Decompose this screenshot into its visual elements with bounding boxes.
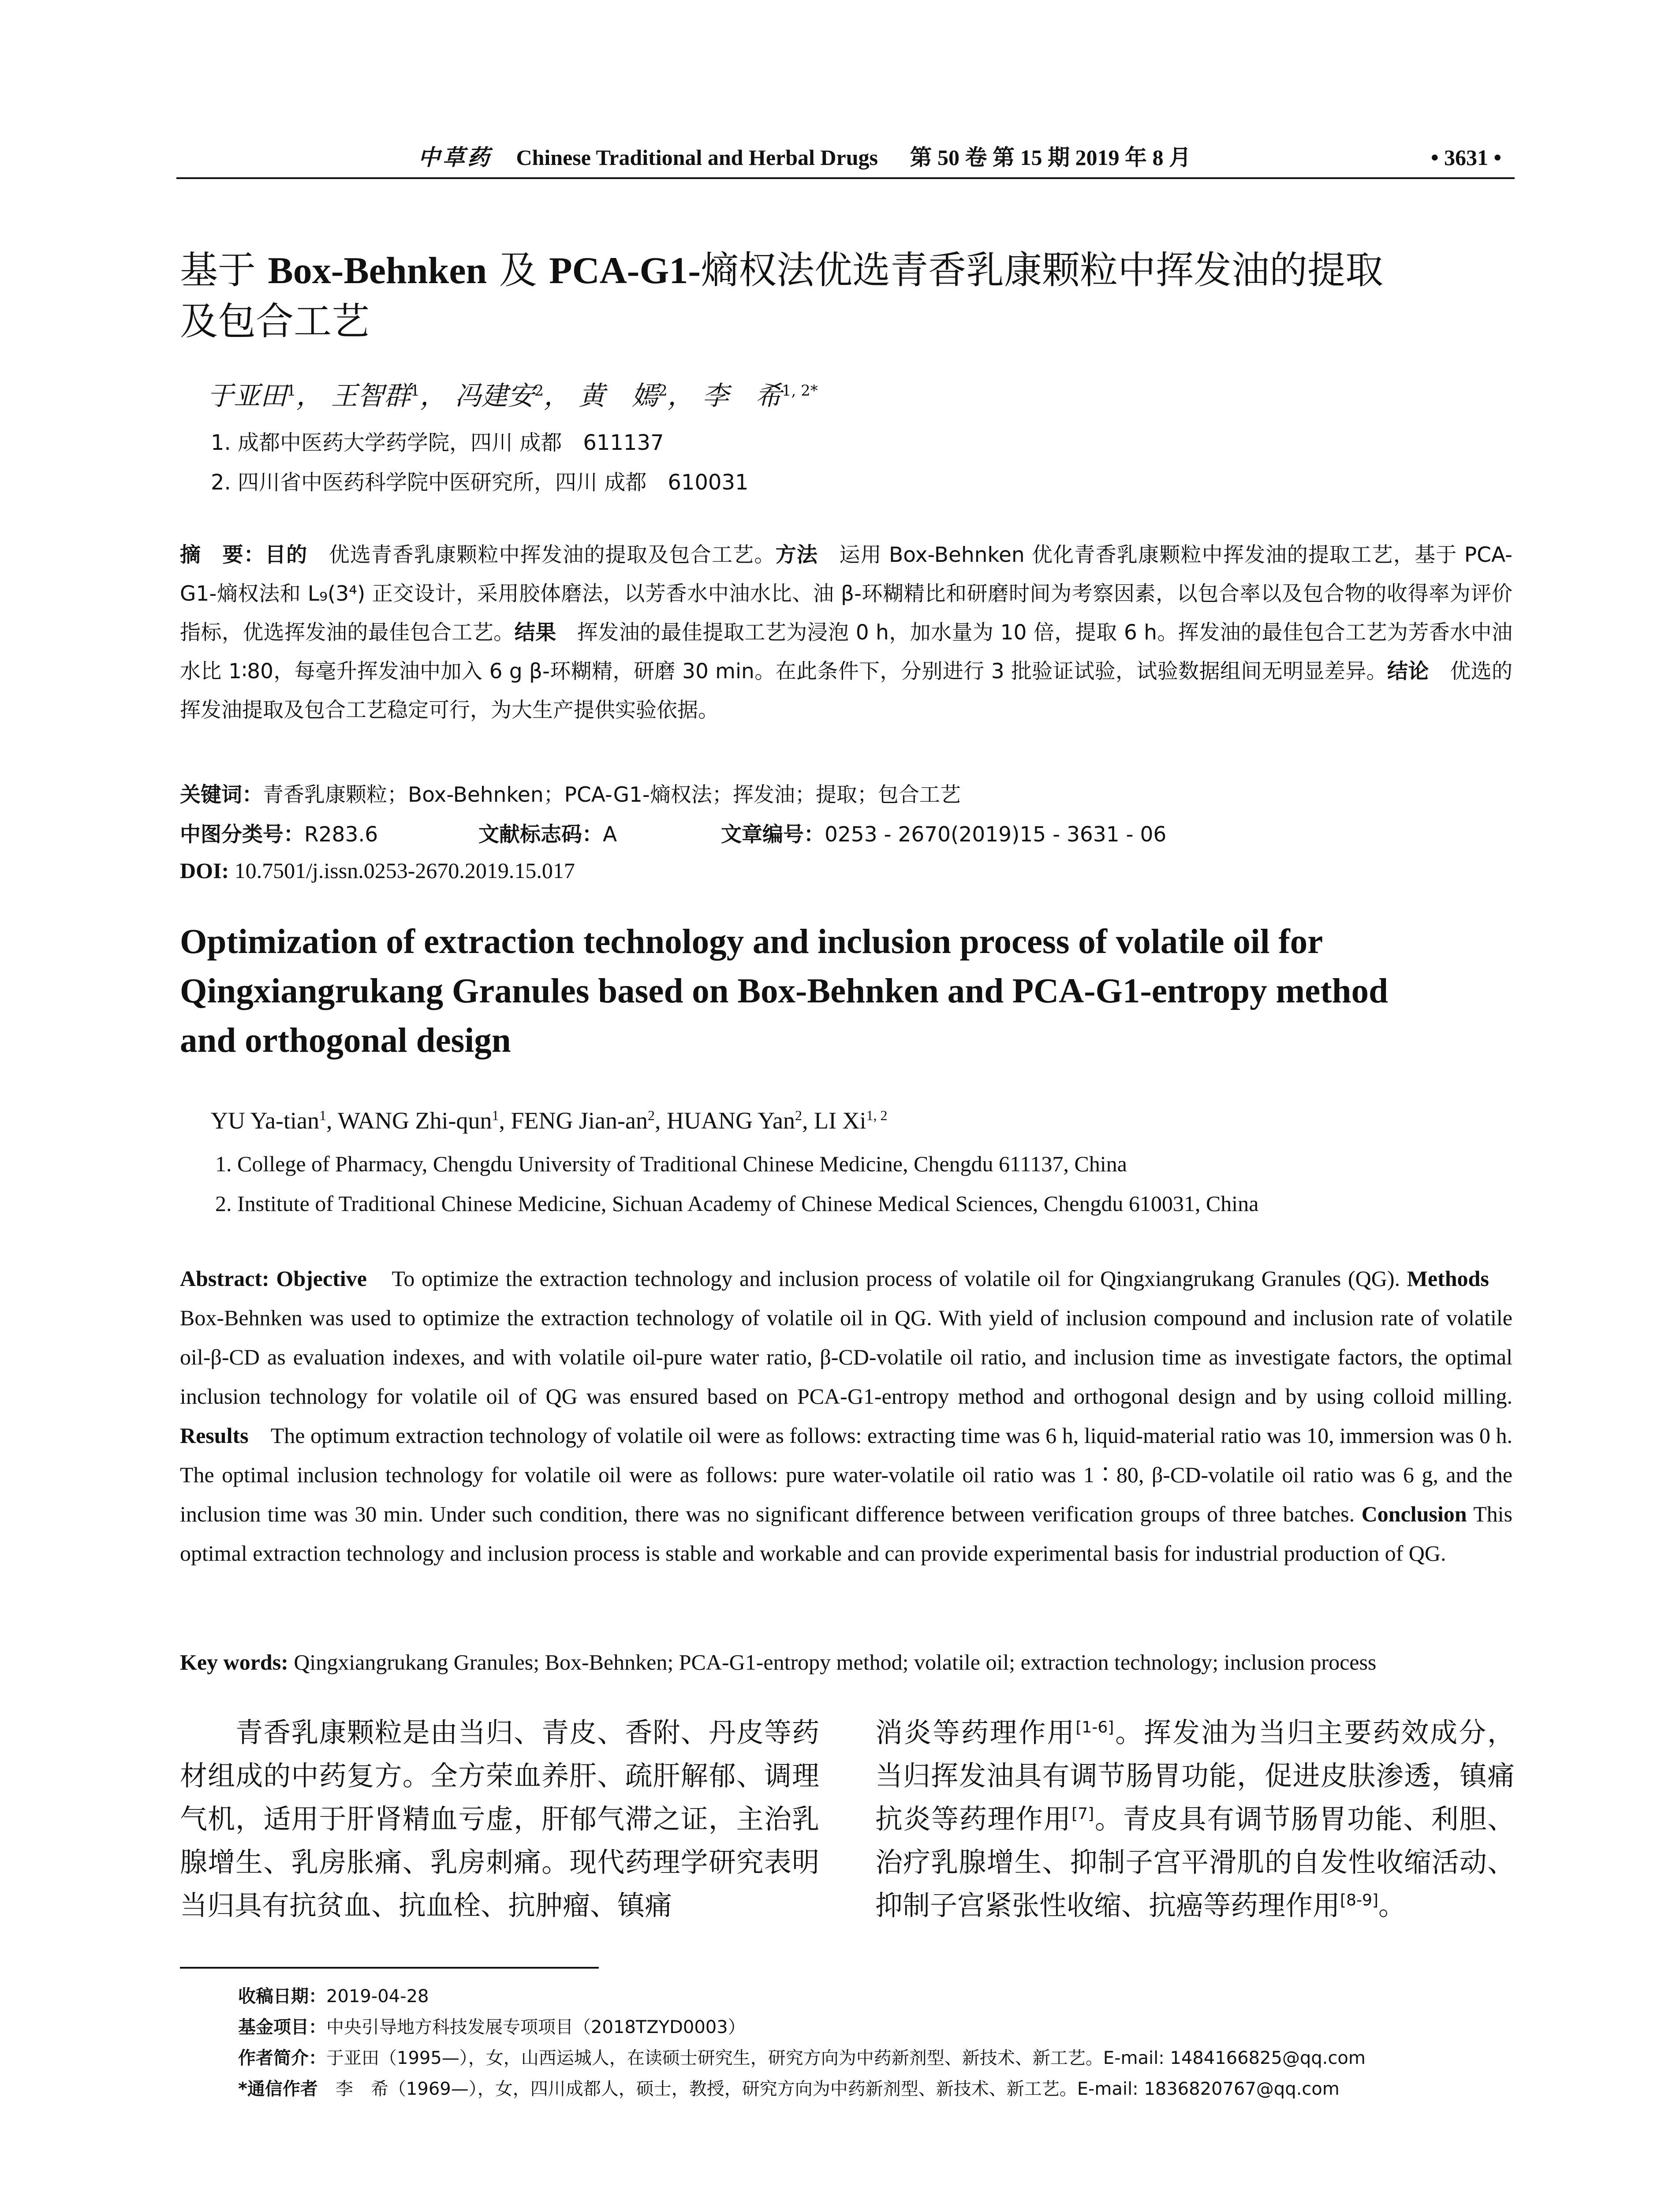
en-abstract xyxy=(180,1259,1512,1573)
cn-title-mid: 及 xyxy=(487,248,549,292)
en-results: The optimum extraction technology of volatile oil were as follows: extracting time was 6 h, liquid-material ratio was 10, immersion was 0 h. The optimal inclusion technology for volatile oil were as follows: pure water-volatile oil ratio was 1∶80, β-CD-volatile oil ratio was 6 g, and the inclusion time was 30 min. Under such condition, there was no significant difference between verification groups of three batches. xyxy=(180,1423,1512,1526)
author-bio: 于亚田（1995—），女，山西运城人，在读硕士研究生，研究方向为中药新剂型、新技术、新工艺。E-mail: 1484166825@qq.com xyxy=(326,2048,1366,2068)
corresponding-bio: 李 希（1969—），女，四川成都人，硕士，教授，研究方向为中药新剂型、新技术、新工艺。E-mail: 1836820767@qq.com xyxy=(317,2079,1340,2099)
cn-author-name: 于亚田 xyxy=(207,381,287,411)
cn-author-name: 王智群 xyxy=(331,381,411,411)
cn-objective: 优选青香乳康颗粒中挥发油的提取及包合工艺。 xyxy=(307,543,776,567)
body-text: 。青皮具有调节肠胃功能、利胆、治疗乳腺增生、抑制子宫平滑肌的自发性收缩活动、抑制子宫紧张性收缩、抗癌等药理作用 xyxy=(875,1803,1515,1921)
en-affiliation-2: 2. Institute of Traditional Chinese Medicine, Sichuan Academy of Chinese Medical Sciences, Chengdu 610031, China xyxy=(215,1191,1259,1216)
article-value: 0253 - 2670(2019)15 - 3631 - 06 xyxy=(825,822,1167,847)
en-title-line: and orthogonal design xyxy=(180,1021,511,1060)
cn-abstract xyxy=(180,536,1512,730)
cn-affiliation-1: 1. 成都中医药大学药学院，四川 成都 611137 xyxy=(211,430,664,455)
cn-title-term2: PCA-G1- xyxy=(549,249,701,292)
body-column-left: 青香乳康颗粒是由当归、青皮、香附、丹皮等药材组成的中药复方。全方荣血养肝、疏肝解郁、调理气机，适用于肝肾精血亏虚，肝郁气滞之证，主治乳腺增生、乳房胀痛、乳房刺痛。现代药理学研究表明当归具有抗贫血、抗血栓、抗肿瘤、镇痛 xyxy=(180,1716,819,1921)
running-header xyxy=(176,138,1515,179)
cn-conclusion-label: 结论 xyxy=(1387,659,1429,684)
en-author-name: LI Xi xyxy=(814,1107,866,1134)
en-keywords-text: Qingxiangrukang Granules; Box-Behnken; PCA-G1-entropy method; volatile oil; extraction technology; inclusion process xyxy=(288,1650,1377,1674)
cn-author xyxy=(207,381,296,411)
journal-logo: 中草药 xyxy=(418,144,492,170)
cn-keywords-label: 关键词： xyxy=(180,783,263,807)
doi-line xyxy=(180,858,575,883)
en-author-sup: 1 xyxy=(319,1107,327,1123)
cn-author xyxy=(455,381,544,411)
en-author xyxy=(338,1107,499,1134)
en-title-line: Optimization of extraction technology and inclusion process of volatile oil for xyxy=(180,923,1323,961)
corresponding-label: *通信作者 xyxy=(238,2079,318,2099)
en-author-name: WANG Zhi-qun xyxy=(338,1107,492,1134)
doc-value: A xyxy=(603,822,617,847)
journal-line xyxy=(418,138,1191,177)
en-author-sup: 1 xyxy=(492,1107,499,1123)
cn-author-list: 于亚田$^1$， 王智群$^1$， 冯建安$^2$， 黄 嫣$^2$， 李 希$^{1, 2*}$ xyxy=(207,381,818,411)
en-author-name: YU Ya-tian xyxy=(211,1107,320,1134)
cn-doc-code xyxy=(478,818,617,848)
clc-value: R283.6 xyxy=(304,822,378,847)
en-author xyxy=(667,1107,802,1134)
en-abstract-label: Abstract: xyxy=(180,1266,269,1291)
footnote-divider xyxy=(180,1967,599,1969)
cn-author xyxy=(579,381,668,411)
doi-label: DOI: xyxy=(180,858,229,883)
cn-author xyxy=(702,381,818,411)
footnote-fund xyxy=(238,2013,746,2038)
cn-author-sup: 1, 2* xyxy=(781,382,818,400)
page-number: • 3631 • xyxy=(1430,145,1501,170)
cn-title-prefix: 基于 xyxy=(180,248,268,292)
en-author-sup: 1, 2 xyxy=(866,1107,888,1123)
en-title-line: Qingxiangrukang Granules based on Box-Behnken and PCA-G1-entropy method xyxy=(180,972,1388,1010)
en-author-list: YU Ya-tian$^1$, WANG Zhi-qun$^1$, FENG Jian-$an^2$, HUANG Yan$^2$, LI Xi$^{1, 2}$ xyxy=(211,1107,888,1134)
cn-title-term1: Box-Behnken xyxy=(268,249,487,292)
en-methods: Box-Behnken was used to optimize the extraction technology of volatile oil in QG. With yield of inclusion compound and inclusion rate of volatile oil-β-CD as evaluation indexes, and with volatile oil-pure water ratio, β-CD-volatile oil ratio, and inclusion time as investigate factors, the optimal inclusion technology for volatile oil of QG was ensured based on PCA-G1-entropy method and orthogonal design and by using colloid milling. xyxy=(180,1266,1513,1409)
body-text: 。挥发油为当归主要药效成分，当归挥发油具有调节肠胃功能，促进皮肤渗透，镇痛抗炎等药理作用 xyxy=(875,1716,1515,1835)
en-author xyxy=(511,1107,655,1134)
footnote-received xyxy=(238,1982,429,2007)
en-results-label: Results xyxy=(180,1423,249,1448)
cn-abstract-label: 摘 要： xyxy=(180,543,265,567)
cn-author-sup: 2 xyxy=(658,382,668,400)
cn-title-rest: 熵权法优选青香乳康颗粒中挥发油的提取 xyxy=(700,248,1383,292)
footnote-corresponding xyxy=(238,2075,1340,2100)
cn-author-name: 李 希 xyxy=(702,381,782,411)
cn-objective-label: 目的 xyxy=(265,543,308,567)
body-text: 。 xyxy=(1378,1889,1406,1921)
en-author-sup: 2 xyxy=(795,1107,802,1123)
cn-author-name: 黄 嫣 xyxy=(579,381,658,411)
cn-author-sup: 1 xyxy=(410,382,420,400)
en-objective-label: Objective xyxy=(269,1266,367,1291)
en-author xyxy=(814,1107,887,1134)
citation-ref[interactable]: [7] xyxy=(1071,1805,1094,1823)
clc-label: 中图分类号： xyxy=(180,822,304,847)
cn-methods: 运用 Box-Behnken 优化青香乳康颗粒中挥发油的提取工艺，基于 PCA-G1-熵权法和 L₉(3⁴) 正交设计，采用胶体磨法，以芳香水中油水比、油 β-环糊精比和研磨时间为考察因素，以包合率以及包合物的收得率为评价指标，优选挥发油的最佳包合工艺。 xyxy=(180,543,1513,645)
cn-classification xyxy=(180,818,378,848)
citation-ref[interactable]: [1-6] xyxy=(1075,1718,1114,1737)
en-author-name: HUANG Yan xyxy=(666,1107,795,1134)
cn-methods-label: 方法 xyxy=(775,543,818,567)
en-author-name: FENG Jian-an xyxy=(511,1107,648,1134)
citation-ref[interactable]: [8-9] xyxy=(1340,1891,1378,1910)
footnote-author xyxy=(238,2044,1366,2069)
en-title xyxy=(180,917,1520,1065)
en-objective: To optimize the extraction technology and inclusion process of volatile oil for Qingxiangrukang Granules (QG). xyxy=(366,1266,1400,1291)
received-date: 2019-04-28 xyxy=(326,1986,429,2007)
fund-label: 基金项目： xyxy=(238,2017,326,2037)
en-methods-label: Methods xyxy=(1400,1266,1489,1291)
cn-conclusion: 优选的挥发油提取及包合工艺稳定可行，为大生产提供实验依据。 xyxy=(180,659,1512,722)
cn-author-sup: 1 xyxy=(287,382,296,400)
author-bio-label: 作者简介： xyxy=(238,2048,326,2068)
cn-title-line2: 及包合工艺 xyxy=(180,299,370,344)
en-affiliation-1: 1. College of Pharmacy, Chengdu University of Traditional Chinese Medicine, Chengdu 611137, China xyxy=(215,1151,1127,1176)
issue-info: 第 50 卷 第 15 期 2019 年 8 月 xyxy=(910,145,1191,170)
cn-title xyxy=(180,245,1503,347)
body-text: 消炎等药理作用 xyxy=(875,1716,1076,1749)
en-conclusion-label: Conclusion xyxy=(1355,1502,1467,1526)
journal-name: Chinese Traditional and Herbal Drugs xyxy=(516,145,878,170)
cn-author xyxy=(331,381,420,411)
en-keywords-label: Key words: xyxy=(180,1650,288,1674)
cn-results: 挥发油的最佳提取工艺为浸泡 0 h，加水量为 10 倍，提取 6 h。挥发油的最佳包合工艺为芳香水中油水比 1∶80，每毫升挥发油中加入 6 g β-环糊精，研磨 30 min。在此条件下，分别进行 3 批验证试验，试验数据组间无明显差异。 xyxy=(180,620,1513,684)
fund-text: 中央引导地方科技发展专项项目（2018TZYD0003） xyxy=(326,2017,746,2037)
doi-value: 10.7501/j.issn.0253-2670.2019.15.017 xyxy=(229,858,575,883)
en-conclusion: This optimal extraction technology and inclusion process is stable and workable and can provide experimental basis for industrial production of QG. xyxy=(180,1502,1512,1566)
received-label: 收稿日期： xyxy=(238,1986,326,2007)
cn-results-label: 结果 xyxy=(514,620,556,645)
cn-author-name: 冯建安 xyxy=(455,381,534,411)
doc-label: 文献标志码： xyxy=(478,822,603,847)
cn-affiliation-2: 2. 四川省中医药科学院中医研究所，四川 成都 610031 xyxy=(211,470,749,495)
cn-author-sup: 2 xyxy=(534,382,544,400)
en-author-sup: 2 xyxy=(647,1107,655,1123)
cn-keywords-text: 青香乳康颗粒；Box-Behnken；PCA-G1-熵权法；挥发油；提取；包合工艺 xyxy=(263,783,961,807)
en-author xyxy=(211,1107,326,1134)
body-column-right xyxy=(875,1711,1515,1927)
article-label: 文章编号： xyxy=(721,822,825,847)
cn-article-no xyxy=(721,818,1166,848)
cn-keywords xyxy=(180,778,961,808)
en-keywords xyxy=(180,1649,1376,1675)
